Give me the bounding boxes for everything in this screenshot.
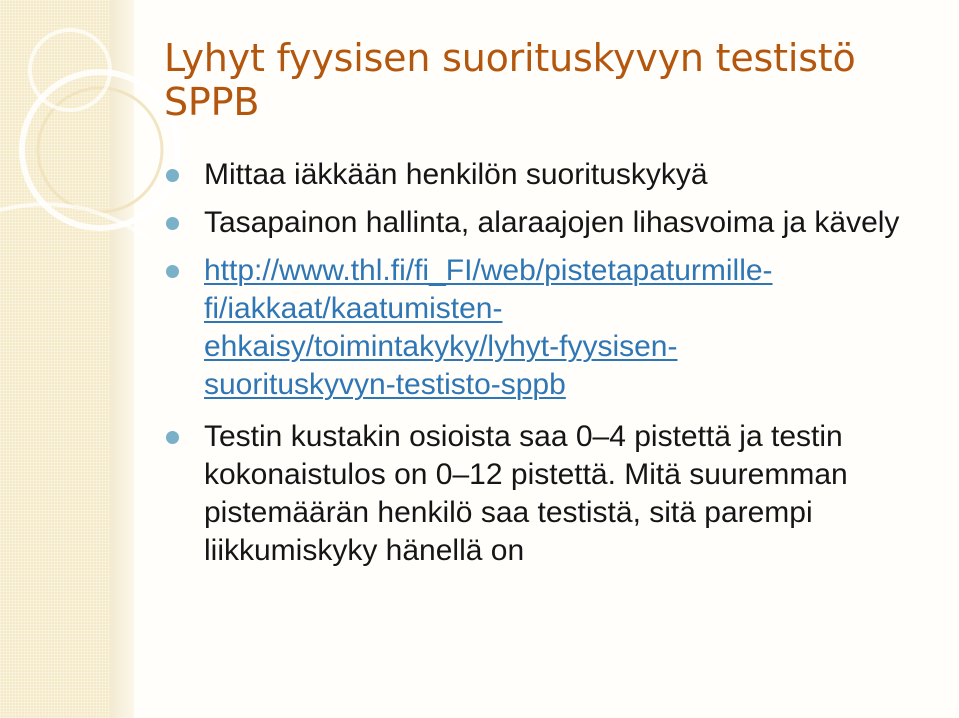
thl-link[interactable]: [204, 252, 934, 404]
link-line: http://www.thl.fi/fi_FI/web/pistetapaturmille-: [204, 254, 773, 287]
link-line: ehkaisy/toimintakyky/lyhyt-fyysisen-: [204, 330, 678, 363]
bullet-icon: [166, 217, 179, 230]
bullet-text: Testin kustakin osioista saa 0–4 pistettä ja testin kokonaistulos on 0–12 pistettä. Mitä suuremman pistemäärän henkilö saa testistä, sitä parempi liikkumiskyky hänellä on: [204, 420, 848, 567]
bullet-text: Tasapainon hallinta, alaraajojen lihasvoima ja kävely: [204, 206, 900, 239]
slide-title: Lyhyt fyysisen suorituskyvyn testistö SPPB: [164, 36, 856, 124]
link-line: suorituskyvyn-testisto-sppb: [204, 368, 566, 401]
link-line: fi/iakkaat/kaatumisten-: [204, 292, 503, 325]
list-item: [164, 418, 934, 570]
bullet-icon: [166, 431, 179, 444]
decorative-band-edge: [110, 0, 134, 718]
list-item: [164, 204, 934, 242]
decorative-band: [0, 0, 110, 718]
bullet-text: Mittaa iäkkään henkilön suorituskykyä: [204, 158, 708, 191]
bullet-list: [164, 156, 934, 580]
bullet-icon: [166, 169, 179, 182]
bullet-icon: [166, 265, 179, 278]
list-item: [164, 156, 934, 194]
list-item: [164, 252, 934, 404]
